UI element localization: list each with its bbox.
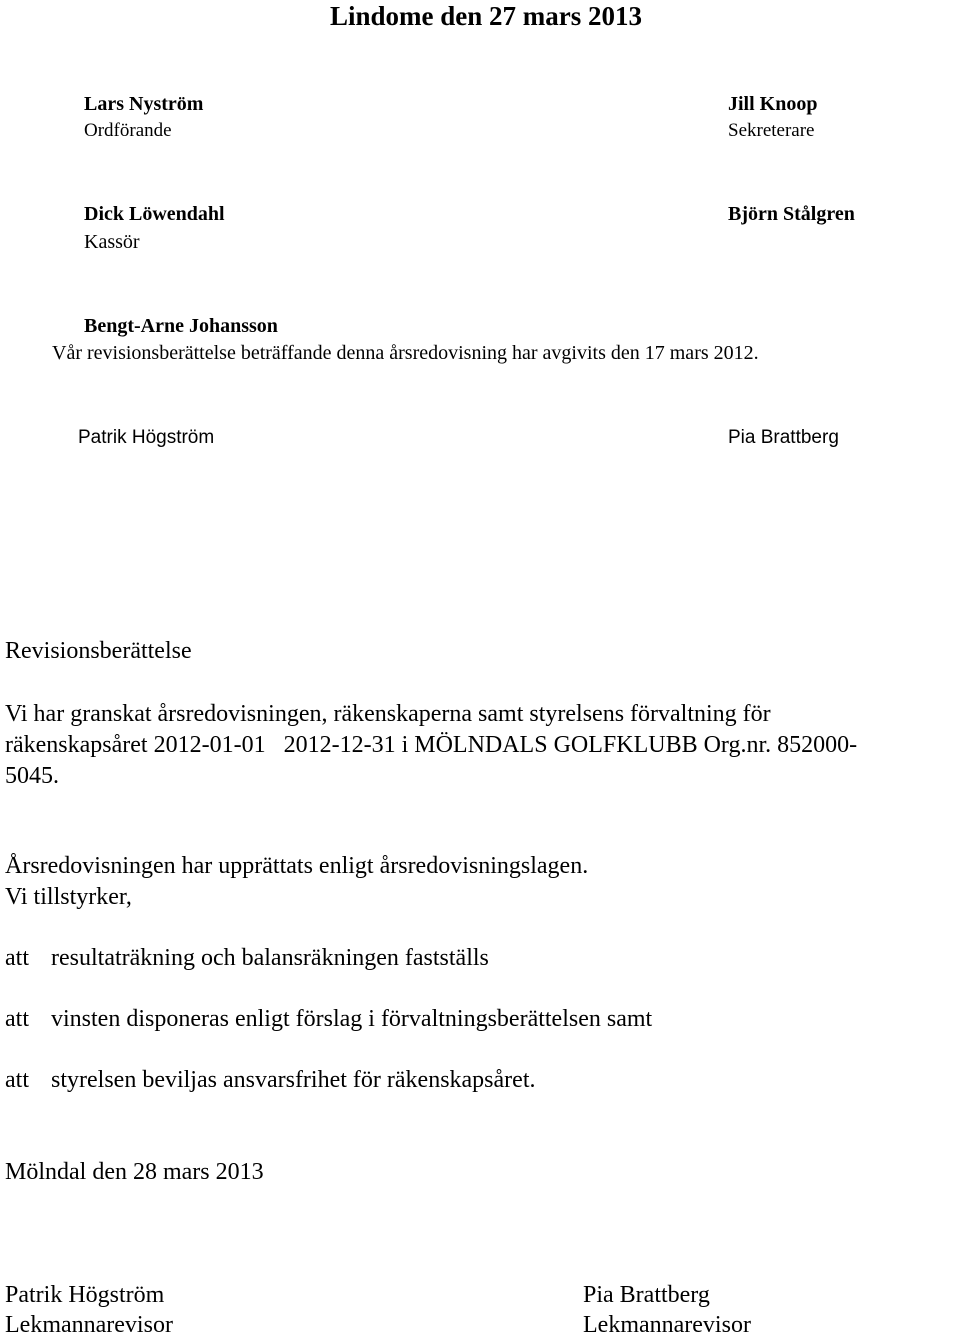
signer-name: Björn Stålgren: [728, 203, 855, 225]
signer-name: Bengt-Arne Johansson: [84, 315, 278, 337]
report-paragraph-line: Vi tillstyrker,: [5, 884, 132, 910]
list-item-prefix: att: [5, 945, 29, 971]
audit-note: Vår revisionsberättelse beträffande denna årsredovisning har avgivits den 17 mars 2012.: [52, 342, 759, 364]
signer-role: Sekreterare: [728, 120, 815, 141]
place-date: Mölndal den 28 mars 2013: [5, 1159, 264, 1185]
signer-name: Lars Nyström: [84, 93, 204, 115]
signer-role: Ordförande: [84, 120, 172, 141]
signer-name: Dick Löwendahl: [84, 203, 225, 225]
report-paragraph-line: räkenskapsåret 2012-01-01 2012-12-31 i MÖLNDALS GOLFKLUBB Org.nr. 852000-: [5, 732, 858, 758]
auditor-name: Patrik Högström: [78, 427, 215, 448]
list-item-text: styrelsen beviljas ansvarsfrihet för räkenskapsåret.: [51, 1067, 536, 1093]
list-item-text: resultaträkning och balansräkningen fastställs: [51, 945, 489, 971]
auditor-name: Pia Brattberg: [728, 427, 839, 448]
report-paragraph-line: Årsredovisningen har upprättats enligt årsredovisningslagen.: [5, 853, 589, 879]
list-item-prefix: att: [5, 1006, 29, 1032]
signer-name: Jill Knoop: [728, 93, 818, 115]
signer-role: Kassör: [84, 231, 140, 253]
report-paragraph-line: Vi har granskat årsredovisningen, räkenskaperna samt styrelsens förvaltning för: [5, 701, 771, 727]
list-item-text: vinsten disponeras enligt förslag i förvaltningsberättelsen samt: [51, 1006, 653, 1032]
report-heading: Revisionsberättelse: [5, 638, 192, 664]
auditor-role: Lekmannarevisor: [583, 1312, 751, 1338]
report-paragraph-line: 5045.: [5, 763, 59, 789]
list-item-prefix: att: [5, 1067, 29, 1093]
auditor-role: Lekmannarevisor: [5, 1312, 173, 1338]
auditor-name: Pia Brattberg: [583, 1282, 710, 1308]
auditor-name: Patrik Högström: [5, 1282, 165, 1308]
document-title: Lindome den 27 mars 2013: [330, 1, 643, 31]
